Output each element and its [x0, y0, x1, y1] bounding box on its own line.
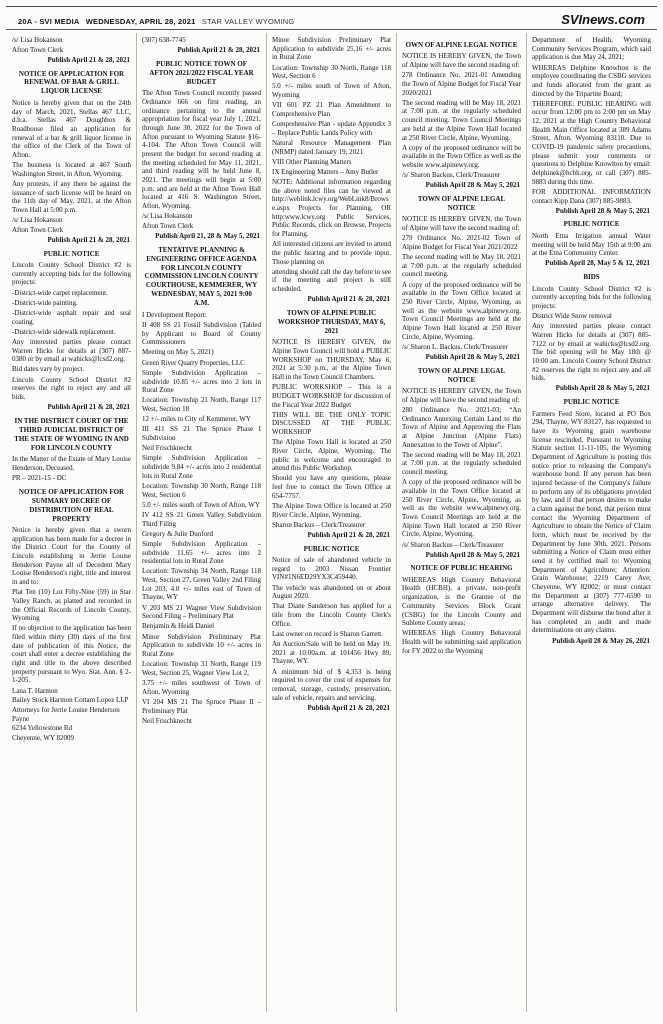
notice-paragraph: THEREFORE: PUBLIC HEARING will occur from 12:00 pm to 2:00 pm on May 12, 2021 at the High Country Behavioral Health Main Office located at 389 Adams Street, Afton, Wyoming 83110. Due to COVID-19 pandemic safety precautions, please submit your comments or questions to Delphine Knowlton by email: delphinek@hcbh.org, or call (307) 885-9883 during this time.: [532, 99, 651, 186]
notice-paragraph: -District-wide sidewalk replacement.: [12, 327, 116, 336]
notice-paragraph: NOTICE IS HEREBY GIVEN, the Town of Alpine will have the second reading of:: [402, 387, 521, 404]
notice-title: IN THE DISTRICT COURT OF THE THIRD JUDICIAL DISTRICT OF THE STATE OF WYOMING IN AND FOR LINCOLN COUNTY: [14, 416, 129, 452]
publish-date-line: Publish April 21 & 28, 2021: [307, 703, 390, 712]
notice-title: TENTATIVE PLANNING & ENGINEERING OFFICE AGENDA FOR LINCOLN COUNTY COMMISSION LINCOLN COUNTY COURTHOUSE, KEMMERER, WY WEDNESDAY, MAY 5, 2021 9:00 A.M.: [144, 245, 259, 308]
signature-line: Afton Town Clerk: [12, 225, 64, 234]
publish-date-line: Publish April 28 & May 5, 2021: [425, 353, 520, 362]
notice-paragraph: FOR ADDITIONAL INFORMATION contact Kipp Dana (307) 885-9883.: [532, 187, 651, 205]
notice-paragraph: That Diane Sanderson has applied for a title from the Lincoln County Clerk's Office.: [272, 602, 391, 628]
notice-paragraph: Comprehensive Plan - update Appendix 3 – Replace Public Lands Policy with: [272, 120, 391, 137]
signature-line: 6234 Yellowstone Rd: [12, 724, 73, 733]
notice-title: PUBLIC NOTICE: [563, 220, 620, 229]
notice-paragraph: VIII Other Planning Matters: [272, 157, 352, 166]
notice-paragraph: NOTICE IS HEREBY GIVEN, the Town of Alpine will have the second reading of:: [402, 215, 521, 233]
site-url: SVInews.com: [561, 12, 645, 27]
column-1: [7, 33, 137, 1012]
notice-paragraph: 3.75 +/- miles southwest of Town of Afton, Wyoming: [142, 679, 261, 696]
notice-paragraph: Any interested parties please contact Warren Hicks for details at (307) 885- 7122 or by email at wahicks@lcsd2.org. The bid opening will be May 18th @ 10:00 am. Lincoln County School District #2 reserves the right to reject any and all bids.: [532, 322, 651, 383]
column-2: [137, 33, 267, 1012]
notice-paragraph: -District-wide asphalt repair and seal coating.: [12, 308, 131, 326]
notice-paragraph: IV 412 SS 21 Green Valley Subdivision Third Filing: [142, 510, 261, 528]
notice-paragraph: Gregory & Julie Dunford: [142, 529, 213, 538]
notice-paragraph: Farmers Feed Store, located at PO Box 294, Thayne, WY 83127, has requested to have its Wyoming grain warehouse license rescinded. Pursuant to Wyoming Statute section 11-11-105, the Wyoming Department of Agriculture is posting this notice prior to releasing the Company's warehouse bond. If any person has been injured because of the Company's failure to perform any of its obligations provided by law, and if that person desires to make a claim against the bond, that person must contact the Wyoming Department of Agriculture to obtain the Notice of Claim form, which must be received by the Department by June 30th, 2021. Persons submitting a Notice of Claim must either send it by certified mail to: Wyoming Department of Agriculture; Attention: Grain Warehouse; 2219 Carey Ave; Cheyenne, WY 82002; or must contact the Department at (307) 777-6590 to arrange alternative delivery. The Department will disburse the bond after it has completed an audit and made determinations on any claims.: [532, 409, 651, 635]
notice-paragraph: Last owner on record is Sharon Garrett.: [272, 629, 383, 638]
notice-paragraph: In the Matter of the Estate of Mary Louise Henderson, Deceased.: [12, 455, 131, 472]
publish-date-line: Publish April 28 & May 26, 2021: [552, 636, 650, 645]
signature-line: Lana T. Harmon: [12, 686, 58, 695]
column-3: [267, 33, 397, 1012]
page-location: STAR VALLEY WYOMING: [201, 17, 295, 26]
notice-paragraph: Notice is hereby given that on the 24th day of March, 2021, Stellas 467 LLC, d.b.a. Stellas 467 Doughbox & Roadhouse filed an application for renewal of a bar & grill liquor license in the office of the Clerk of the Town of Afton.: [12, 98, 131, 159]
notice-paragraph: /s/ Sharon Backus, Clerk/Treasurer: [402, 171, 501, 180]
newspaper-page: [0, 6, 663, 1024]
header-left: [18, 17, 294, 26]
notice-paragraph: /s/ Sharon Backus – Clerk/Treasurer: [402, 540, 504, 549]
page-number-label: 20A - SVI MEDIA: [18, 17, 80, 26]
notice-paragraph: 5.0 +/- miles south of Town of Afton, Wyoming: [272, 82, 391, 100]
notice-paragraph: 278 Ordinance No. 2021-01 Amending the Town of Alpine Budget for Fiscal Year 2020/2021: [402, 71, 521, 97]
page-header: [6, 6, 657, 30]
notice-paragraph: The second reading will be May 18, 2021 at 7:00 p.m. at the regularly scheduled council meeting.: [402, 253, 521, 279]
notice-paragraph: Simple Subdivision Application – subdivide 11.65 +/- acres into 2 residential lots in Rural Zone: [142, 539, 261, 566]
notice-paragraph: Notice of sale of abandoned vehicle in regard to 2003 Nissan Frontier VIN#1N6ED29YX3C459440.: [272, 556, 391, 582]
notice-paragraph: A copy of the proposed ordinance will be available in the Town Office located at 250 River Circle, Alpine, Wyoming, as well as the website www.alpinewy.org. Town Council Meetings are held at the Alpine Town Hall located at 250 River Circle, Alpine, Wyoming.: [402, 280, 521, 341]
notice-paragraph: The vehicle was abandoned on or about August 2020.: [272, 583, 391, 601]
notice-paragraph: Minor Subdivision Preliminary Plat Application to subdivide 10 +/- acres in Rural Zone: [142, 632, 261, 658]
notice-paragraph: V 203 MS 21 Wagner View Subdivision Second Filing – Preliminary Plat: [142, 603, 261, 621]
publish-date-line: Publish April 28 & May 5, 2021: [555, 384, 650, 393]
notice-paragraph: The second reading will be May 18, 2021 at 7:00 p.m. at the regularly scheduled council meeting. Town Council Meetings are held at the Alpine Town Hall located at 250 River Circle, Alpine, Wyoming.: [402, 98, 521, 142]
notice-paragraph: 12 +/- miles to City of Kemmerer, WY: [142, 415, 251, 424]
notice-paragraph: The second reading will be May 18, 2021 at 7:00 p.m. at the regularly scheduled council meeting.: [402, 450, 521, 477]
notice-paragraph: Simple Subdivision Application – subdivide 9.84 +/- acres into 2 residential lots in Rural Zone: [142, 454, 261, 480]
notice-paragraph: NOTE: Additional information regarding the above noted files can be viewed at http://weblink.lcwy.org/WebLink8/Browse.aspx Projects for Planning, OR http:www.lcwy.org Public Services, Public Records, click on Browse, Projects for Planning.: [272, 178, 391, 239]
signature-line: Bailey Stock Harmon Cottam Lopez LLP: [12, 696, 129, 705]
notice-paragraph: VII 601 PZ 21 Plan Amendment to Comprehensive Plan: [272, 101, 391, 118]
notice-paragraph: attending should call the day before to see if the meeting and project is still scheduled.: [272, 267, 391, 294]
notice-paragraph: /s/ Sharon L. Backus, Clerk/Treasurer: [402, 342, 508, 351]
notice-paragraph: II 408 SS 21 Fossil Subdivision (Tabled by Applicant to Board of County Commissioners: [142, 320, 261, 347]
publish-date-line: Publish April 21 & 28, 2021: [47, 55, 130, 64]
notice-paragraph: NOTICE IS HEREBY GIVEN, the Town of Alpine will have the second reading of:: [402, 52, 521, 70]
notice-paragraph: -District-wide painting.: [12, 298, 78, 307]
notice-paragraph: 279 Ordinance No. 2021-02 Town of Alpine Budget for Fiscal Year 2021/2022: [402, 234, 521, 251]
notice-paragraph: 5.0 +/- miles south of Town of Afton, WY: [142, 500, 260, 509]
signature-line: /s/ Lisa Hokanson: [12, 36, 63, 44]
signature-line: (307) 638-7745: [142, 36, 186, 44]
page-date: WEDNESDAY, APRIL 28, 2021: [85, 17, 196, 26]
publish-date-line: Publish April 28 & May 5, 2021: [425, 550, 520, 559]
notice-paragraph: I Development Report:: [142, 310, 207, 319]
notice-paragraph: Location: Township 30 North, Range 118 West, Section 6: [142, 481, 261, 499]
notice-paragraph: Location: Township 31 North, Range 119 West, Section 25, Wagner View Lot 2,: [142, 660, 261, 677]
notice-paragraph: Any interested parties please contact Warren Hicks for details at (307) 887-0380 or by email at wahicks@lcsd2.org.: [12, 337, 131, 364]
notice-paragraph: If no objection to the application has been filed within thirty (30) days of the first date of publication of this Notice, the court shall enter a decree establishing the right and title to the above described property pursuant to Wyo. Stat. Ann. § 2-1-205.: [12, 624, 131, 685]
notice-paragraph: III 411 SS 21 The Spruce Phase I Subdivision: [142, 425, 261, 443]
column-4: [397, 33, 527, 1012]
notice-paragraph: Simple Subdivision Application – subdivide 10.85 +/- acres into 2 lots in Rural Zone: [142, 368, 261, 395]
notice-paragraph: VI 204 MS 21 The Spruce Phase II – Preliminary Plat: [142, 697, 261, 715]
notice-title: PUBLIC NOTICE: [43, 249, 100, 258]
signature-line: Attorneys for Jerrie Louise Henderson Payne: [12, 705, 120, 723]
notice-paragraph: District Wide Snow removal: [532, 312, 612, 321]
notice-title: TOWN OF ALPINE PUBLIC WORKSHOP THURSDAY, MAY 6, 2021: [277, 308, 386, 335]
notice-paragraph: WHEREAS High Country Behavioral Health (HCBH), a private, non-profit organization, is the Grantee of the Community Services Block Grant (CSBG) for the Lincoln County and Sublette County areas;: [402, 575, 521, 628]
publish-date-line: Publish April 28 & May 5, 2021: [555, 206, 650, 215]
notice-paragraph: Sharon Backus – Clerk/Treasurer: [272, 520, 366, 529]
signature-line: Cheyenne, WY 82009: [12, 733, 75, 742]
notice-title: TOWN OF ALPINE LEGAL NOTICE: [417, 366, 506, 384]
notice-paragraph: A copy of the proposed ordinance will be available in the Town Office as well as the website www.alpinewy.org.: [402, 143, 521, 170]
publish-date-line: Publish April 21 & 28, 2021: [307, 295, 390, 304]
notice-paragraph: Lincoln County School District #2 is currently accepting bids for the following projects:: [532, 284, 651, 310]
notice-paragraph: North Etna Irrigation annual Water meeting will be held May 15th at 9:00 am at the Etna Community Center.: [532, 231, 651, 258]
notice-paragraph: THIS WILL BE THE ONLY TOPIC DISCUSSED AT THE PUBLIC WORKSHOP: [272, 410, 391, 437]
publish-date-line: Publish April 21 & 28, 2021: [47, 403, 130, 412]
notice-paragraph: A copy of the proposed ordinance will be available in the Town Office located at 250 River Circle, Alpine, Wyoming, as well as the website www.alpinewy.org. Town Council Meetings are held at the Alpine Town Hall located at 250 River Circle, Alpine, Wyoming.: [402, 478, 521, 539]
notice-paragraph: Location: Township 21 North, Range 117 West, Section 18: [142, 396, 261, 414]
notice-paragraph: Meeting on May 5, 2021): [142, 348, 214, 357]
notice-paragraph: Green River Quarry Properties, LLC: [142, 358, 245, 367]
publish-date-line: Publish April 21 & 28, 2021: [47, 235, 130, 244]
notice-title: NOTICE OF APPLICATION FOR SUMMARY DECREE OF DISTRIBUTION OF REAL PROPERTY: [18, 487, 125, 523]
notice-paragraph: Location: Township 34 North, Range 118 West, Section 27, Green Valley 2nd Filing Lot 203, 4.0 +/- miles east of Town of Thayne, WY: [142, 567, 261, 602]
notice-paragraph: Natural Resource Management Plan (NRMP) dated January 19, 2021: [272, 138, 391, 156]
notice-paragraph: Plat Ten (10) Lot Fifty-Nine (59) in Star Valley Ranch, as platted and recorded in the Official Records of Lincoln County, Wyoming: [12, 588, 131, 623]
notice-paragraph: Location: Township 30 North, Range 118 West, Section 6: [272, 63, 391, 81]
notice-paragraph: WHEREAS Delphine Knowlton is the employee coordinating the CSBG services and funds allocated from the grant as directed by the Tripartite Board;: [532, 63, 651, 98]
publish-date-line: Publish April 28, May 5 & 12, 2021: [545, 259, 650, 268]
notice-paragraph: Lincoln County School District #2 is currently accepting bids for the following projects:: [12, 261, 131, 287]
notice-paragraph: Benjamin & Heidi Daniel: [142, 622, 215, 631]
signature-line: /s/ Lisa Hokanson: [142, 212, 193, 221]
notice-paragraph: IX Engineering Matters – Amy Butler: [272, 167, 379, 176]
notice-paragraph: Any protests, if any there be against the issuance of such license will be heard on the 11th day of May, 2021, at the Afton Town Hall at 5:00 p.m.: [12, 179, 131, 214]
notice-paragraph: The business is located at 467 South Washington Street, in Afton, Wyoming.: [12, 161, 131, 178]
notice-paragraph: 280 Ordinance No. 2021-03; “An Ordinance Annexing Certain Land to the Town of Alpine and Approving the Flats at Alpine Junction (Alpine Flats) Annexation to the Town of Alpine”.: [402, 405, 521, 449]
signature-line: Afton Town Clerk: [12, 45, 64, 54]
signature-line: Afton Town Clerk: [142, 221, 194, 230]
notice-paragraph: Minor Subdivision Preliminary Plat Application to subdivide 25.16 +/- acres in Rural Zone: [272, 36, 391, 62]
notice-paragraph: A minimum bid of $ 4,353 is being required to cover the cost of expenses for removal, storage, custody, preservation, sale of vehicle, repairs and servicing.: [272, 667, 391, 702]
notice-paragraph: All interested citizens are invited to attend the public hearing and to provide input. Those planning on: [272, 240, 391, 266]
notice-paragraph: Notice is hereby given that a sworn application has been made for a decree in the District Court for the County of Lincoln establishing in Jerrie Louise Henderson Payne all of Decedent Mary Louise Henderson's right, title and interest in and to:: [12, 525, 131, 586]
notice-paragraph: Bid dates vary by project.: [12, 365, 85, 374]
publish-date-line: Publish April 28 & May 5, 2021: [425, 181, 520, 190]
notice-paragraph: An Auction/Sale will be held on May 19, 2021 at 10:00a.m. at 101456 Hwy 89, Thayne, WY.: [272, 640, 391, 666]
notice-title: PUBLIC NOTICE: [303, 544, 360, 553]
notice-title: OWN OF ALPINE LEGAL NOTICE: [405, 41, 518, 49]
notice-paragraph: The Alpine Town Hall is located at 250 River Circle, Alpine, Wyoming. The public is welcome and encouraged to attend this Public Workshop.: [272, 438, 391, 473]
notice-title: BIDS: [583, 273, 600, 282]
signature-line: PR – 2021-15 - DC: [12, 473, 67, 482]
notice-title: NOTICE OF APPLICATION FOR RENEWAL OF BAR & GRILL LIQUOR LICENSE: [18, 69, 125, 96]
notice-paragraph: Should you have any questions, please feel free to contact the Town Office at 654-7757.: [272, 474, 391, 500]
notice-paragraph: The Alpine Town Office is located at 250 River Circle, Alpine, Wyoming.: [272, 501, 391, 519]
notice-paragraph: NOTICE IS HEREBY GIVEN, the Alpine Town Council will hold a PUBLIC WORKSHOP on THURSDAY, May 6, 2021 at 5:30 p.m., at the Alpine Town Hall in the Town Council Chambers.: [272, 338, 391, 382]
notice-paragraph: Neil Frischknecht: [142, 444, 192, 453]
notice-title: TOWN OF ALPINE LEGAL NOTICE: [417, 195, 506, 212]
publish-date-line: Publish April 21 & 28, 2021: [307, 530, 390, 539]
notice-paragraph: -District-wide carpet replacement.: [12, 288, 108, 297]
notice-title: PUBLIC NOTICE: [563, 398, 620, 407]
notice-paragraph: The Afton Town Council recently passed Ordinance 666 on first reading, an ordinance pertaining to the annual appropriation for fiscal year July 1, 2021, through June 30, 2022 for the Town of Afton pursuant to Wyoming Statute §16-4-104. The Afton Town Council will present the budget for second reading at the meeting scheduled for May 11, 2021, and third reading will be held June 8, 2021. The meetings will begin at 5:00 p.m. and are held at the Afton Town Hall located at 416 S. Washington Street, Afton, Wyoming.: [142, 89, 261, 210]
column-5: [527, 33, 656, 1012]
notice-paragraph: Neil Frischknecht: [142, 716, 192, 725]
publish-date-line: Publish April 21, 28 & May 5, 2021: [155, 231, 260, 240]
publish-date-line: Publish April 21 & 28, 2021: [177, 46, 260, 55]
notice-title: NOTICE OF PUBLIC HEARING: [410, 564, 513, 573]
notice-title: PUBLIC NOTICE TOWN OF AFTON 2021/2022 FISCAL YEAR BUDGET: [149, 59, 254, 86]
notice-paragraph: PUBLIC WORKSHOP – This is a BUDGET WORKSHOP for discussion of the Fiscal Year 2022 Budget: [272, 383, 391, 409]
notice-paragraph: Lincoln County School District #2 reserves the right to reject any and all bids.: [12, 375, 131, 401]
signature-line: /s/ Lisa Hokanson: [12, 216, 63, 225]
legal-notices-area: [0, 30, 663, 1020]
notice-paragraph: Department of Health, Wyoming Community Services Program, which said application is due May 24, 2021;: [532, 36, 651, 62]
notice-paragraph: WHEREAS High Country Behavioral Health will be submitting said application for FY 2022 to the Wyoming: [402, 629, 521, 655]
